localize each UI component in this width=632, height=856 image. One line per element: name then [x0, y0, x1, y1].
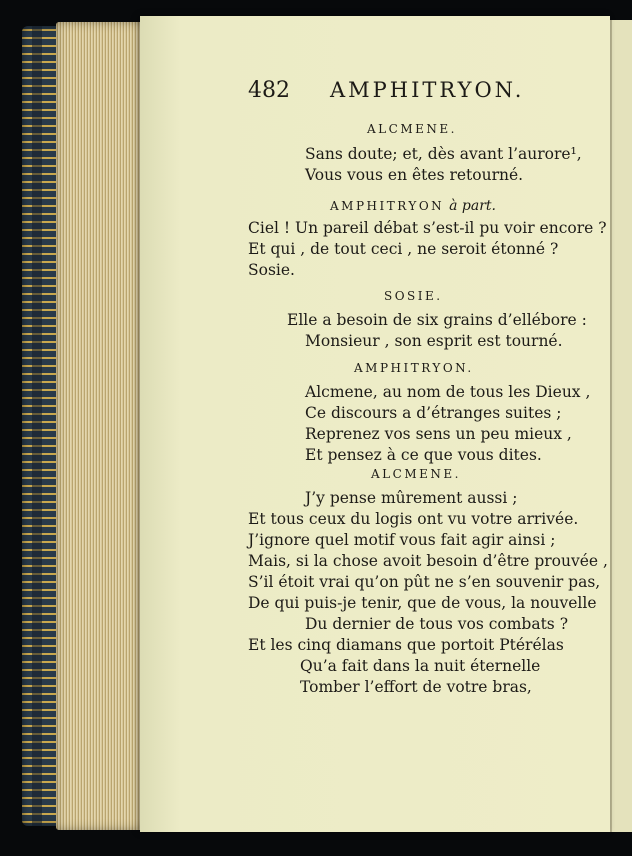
page-number: 482 — [248, 78, 290, 103]
verse-line: Alcmene, au nom de tous les Dieux , — [305, 383, 591, 401]
verse-line: De qui puis-je tenir, que de vous, la nouvelle — [248, 594, 597, 612]
verse-line: Monsieur , son esprit est tourné. — [305, 332, 563, 350]
stage-direction: à part. — [449, 198, 496, 214]
verse-line: Sans doute; et, dès avant l’aurore¹, — [305, 145, 582, 163]
running-head — [0, 78, 632, 108]
verse-line: Reprenez vos sens un peu mieux , — [305, 425, 572, 443]
speaker-name: AMPHITRYON. — [354, 361, 474, 375]
book-page — [140, 16, 610, 832]
verse-line: Qu’a fait dans la nuit éternelle — [300, 657, 541, 675]
verse-line: Et pensez à ce que vous dites. — [305, 446, 542, 464]
verse-line: Vous vous en êtes retourné. — [305, 166, 524, 184]
verse-line: J’ignore quel motif vous fait agir ainsi ; — [248, 531, 556, 549]
verse-line: Du dernier de tous vos combats ? — [305, 615, 569, 633]
page-edges — [56, 22, 152, 830]
facing-page-edge — [610, 20, 632, 832]
verse-line: J’y pense mûrement aussi ; — [305, 489, 518, 507]
verse-line: Tomber l’effort de votre bras, — [300, 678, 532, 696]
speaker-name: ALCMENE. — [367, 122, 457, 136]
verse-line: Elle a besoin de six grains d’ellébore : — [287, 311, 587, 329]
running-title: AMPHITRYON. — [330, 78, 525, 102]
speaker-name: SOSIE. — [384, 289, 443, 303]
speaker-name: AMPHITRYON — [330, 199, 445, 213]
verse-line: Et les cinq diamans que portoit Ptérélas — [248, 636, 564, 654]
speaker-heading — [330, 196, 496, 214]
verse-line: Sosie. — [248, 261, 295, 279]
verse-line: Ciel ! Un pareil débat s’est-il pu voir encore ? — [248, 219, 607, 237]
verse-line: S’il étoit vrai qu’on pût ne s’en souvenir pas, — [248, 573, 601, 591]
verse-line: Et tous ceux du logis ont vu votre arrivée. — [248, 510, 579, 528]
verse-line: Ce discours a d’étranges suites ; — [305, 404, 562, 422]
verse-line: Mais, si la chose avoit besoin d’être prouvée , — [248, 552, 608, 570]
verse-line: Et qui , de tout ceci , ne seroit étonné ? — [248, 240, 559, 258]
speaker-name: ALCMENE. — [371, 467, 461, 481]
